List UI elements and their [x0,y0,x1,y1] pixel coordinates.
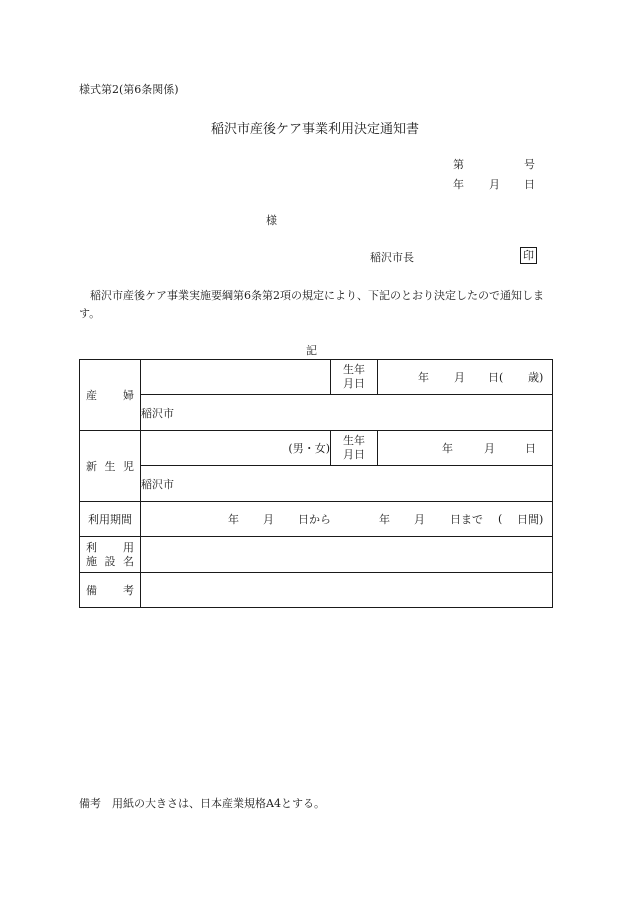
facility-label [80,537,141,573]
mother-dob-cell[interactable] [378,360,553,395]
mother-address-cell[interactable] [141,395,553,431]
ki-heading: 記 [306,344,317,357]
facility-label-2a: 施 [86,554,97,568]
newborn-name-cell[interactable] [141,431,331,466]
issuer-name: 稲沢市長 [370,251,414,264]
mother-dob-year: 年 [418,371,429,384]
period-from-day: 日から [298,513,331,526]
form-number: 様式第2(第6条関係) [79,83,179,96]
newborn-dob-label [331,431,378,466]
body-text: 稲沢市産後ケア事業実施要綱第6条第2項の規定により、下記のとおり決定したので通知します。 [79,289,544,320]
mother-dob-label [331,360,378,395]
period-to-month: 月 [414,513,425,526]
newborn-dob-month: 月 [484,442,495,455]
remarks-label [80,573,141,608]
addressee-honorific: 様 [266,214,277,227]
period-to-year: 年 [379,513,390,526]
mother-label-b: 婦 [123,389,134,402]
remarks-row [80,573,553,608]
mother-dob-month: 月 [454,371,465,384]
reference-number-suffix: 号 [524,158,535,171]
newborn-dob-day: 日 [525,442,536,455]
period-to-day: 日まで [450,513,483,526]
mother-label-a: 産 [86,389,97,402]
newborn-label-c: 児 [123,460,134,473]
facility-label-1b: 用 [123,540,134,554]
mother-dob-label-text: 生年 月日 [343,363,365,390]
facility-label-2b: 設 [104,554,116,568]
period-from-month: 月 [263,513,274,526]
facility-row [80,537,553,573]
seal-mark: 印 [520,247,537,264]
decision-table [79,359,553,608]
mother-city: 稲沢市 [141,406,174,420]
period-days-open: ( [498,512,503,526]
document-title: 稲沢市産後ケア事業利用決定通知書 [210,122,419,137]
remarks-label-a: 備 [86,584,97,597]
period-label-text: 利用期間 [88,513,132,526]
mother-age: 歳) [528,371,544,384]
facility-label-1a: 利 [86,540,97,554]
period-from-year: 年 [228,513,239,526]
newborn-address-cell[interactable] [141,466,553,502]
newborn-row-1 [80,431,553,466]
period-cell[interactable] [141,502,553,537]
remarks-cell[interactable] [141,573,553,608]
remarks-label-b: 考 [123,584,134,597]
newborn-dob-label-text: 生年 月日 [343,434,365,461]
issue-date-day: 日 [524,178,535,191]
footer-note: 備考 用紙の大きさは、日本産業規格A4とする。 [79,797,325,810]
period-label [80,502,141,537]
mother-row-2 [80,395,553,431]
newborn-label [80,431,141,502]
period-row [80,502,553,537]
facility-cell[interactable] [141,537,553,573]
mother-name-cell[interactable] [141,360,331,395]
mother-label [80,360,141,431]
newborn-row-2 [80,466,553,502]
reference-number-prefix: 第 [453,158,464,171]
issue-date-month: 月 [489,178,500,191]
period-days-close: 日間) [517,513,544,526]
newborn-label-b: 生 [104,460,116,473]
facility-label-2c: 名 [123,554,134,568]
mother-row-1 [80,360,553,395]
newborn-dob-cell[interactable] [378,431,553,466]
newborn-dob-year: 年 [442,442,453,455]
newborn-label-a: 新 [86,460,97,473]
newborn-city: 稲沢市 [141,477,174,491]
mother-dob-day: 日( [488,371,504,384]
issue-date-year: 年 [453,178,464,191]
newborn-gender: (男・女) [288,442,330,455]
